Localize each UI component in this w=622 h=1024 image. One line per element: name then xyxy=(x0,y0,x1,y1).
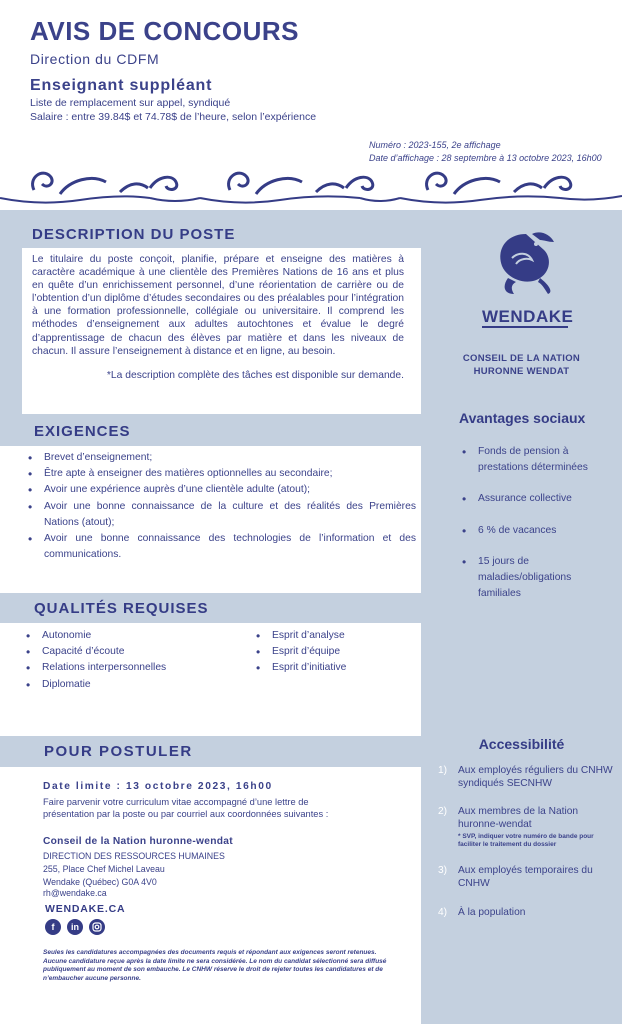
direction-label: Direction du CDFM xyxy=(30,51,160,67)
list-item-text: Aux employés temporaires du CNHW xyxy=(458,865,593,889)
wendake-logo-text: WENDAKE xyxy=(482,307,574,326)
band-number-note: * SVP, indiquer votre numéro de bande pour faciliter le traitement du dossier xyxy=(458,833,594,849)
contact-organization: Conseil de la Nation huronne-wendat xyxy=(43,836,233,847)
list-item: • Diplomatie xyxy=(24,677,244,693)
list-item: • Avoir une bonne connaissance des technologies de l’information et des communications. xyxy=(26,531,416,563)
salary-line: Salaire : entre 39.84$ et 74.78$ de l’heure, selon l’expérience xyxy=(30,111,317,123)
list-item xyxy=(438,907,618,920)
benefits-list xyxy=(460,444,610,617)
posting-number: Numéro : 2023-155, 2e affichage xyxy=(369,140,501,150)
list-number: 1) xyxy=(438,765,448,776)
list-item: • Avoir une bonne connaissance de la culture et des réalités des Premières Nations (atout); xyxy=(26,499,416,531)
list-item xyxy=(438,806,618,849)
contact-department: DIRECTION DES RESSOURCES HUMAINES xyxy=(43,851,225,861)
deadline: Date limite : 13 octobre 2023, 16h00 xyxy=(43,781,273,792)
list-item-text: Aux membres de la Nation huronne-wendat xyxy=(458,806,579,830)
council-name-line-1: CONSEIL DE LA NATION xyxy=(462,353,581,364)
description-text: Le titulaire du poste conçoit, planifie, prépare et enseigne des matières à caractère académique à une clientèle des Premières Nations de 16 ans et plus en quête d’un enrichissement personnel, d’une réorientation de carrière ou de l’obtention d’un diplôme d’études secondaires ou des préalables pour l’intégration à une formation professionnelle, collégiale ou universitaire. Il comprend les méthodes d’enseignement aux adultes autochtones et évalue le degré d’apprentissage de chacun des élèves par matière et dans les niveaux de chacun. Il assure l’enseignement à distance et en ligne, au besoin. xyxy=(32,254,404,357)
list-item xyxy=(438,865,618,890)
list-item-text: Aux employés réguliers du CNHW syndiqués SECNHW xyxy=(458,765,613,789)
council-name-line-2: HURONNE WENDAT xyxy=(473,366,570,377)
list-item: • 15 jours de maladies/obligations familiales xyxy=(460,554,610,603)
contact-address-1: 255, Place Chef Michel Laveau xyxy=(43,864,165,874)
footer-disclaimer: Seules les candidatures accompagnées des documents requis et répondant aux exigences seront retenues. Aucune candidature reçue après la date limite ne sera considérée. Le nom du candidat sélectionné sera diffusé publiquement au moment de son embauche. Le CNHW réserve le droit de rejeter toutes les candidatures et de n’embaucher aucune personne. xyxy=(43,949,387,982)
decorative-scroll-ornament xyxy=(0,160,622,210)
instagram-icon[interactable] xyxy=(89,919,105,935)
facebook-icon[interactable]: f xyxy=(45,919,61,935)
requirements-list xyxy=(26,450,416,563)
list-item: • Avoir une expérience auprès d’une clientèle adulte (atout); xyxy=(26,482,416,498)
job-subtitle: Liste de remplacement sur appel, syndiqué xyxy=(30,97,231,109)
list-number: 3) xyxy=(438,865,448,877)
list-item: • Être apte à enseigner des matières optionnelles au secondaire; xyxy=(26,466,416,482)
posting-dates: Date d’affichage : 28 septembre à 13 octobre 2023, 16h00 xyxy=(369,153,602,163)
list-item: • Esprit d’initiative xyxy=(254,660,414,676)
apply-instructions-2: présentation par la poste ou par courriel aux coordonnées suivantes : xyxy=(43,809,329,819)
contact-address-2: Wendake (Québec) G0A 4V0 xyxy=(43,877,157,887)
list-item: • Relations interpersonnelles xyxy=(24,660,244,676)
list-item: • Esprit d’équipe xyxy=(254,644,414,660)
benefits-title: Avantages sociaux xyxy=(459,410,586,426)
list-item: • Brevet d’enseignement; xyxy=(26,450,416,466)
description-left-strip xyxy=(0,248,22,414)
linkedin-icon[interactable]: in xyxy=(67,919,83,935)
social-links xyxy=(45,919,105,935)
page-title: AVIS DE CONCOURS xyxy=(30,16,299,46)
qualities-list-right xyxy=(254,628,414,677)
requirements-section-title: EXIGENCES xyxy=(34,423,131,440)
list-item: • 6 % de vacances xyxy=(460,523,610,539)
list-item: • Assurance collective xyxy=(460,491,610,507)
list-number: 4) xyxy=(438,906,448,918)
job-title: Enseignant suppléant xyxy=(30,77,213,94)
accessibility-title: Accessibilité xyxy=(478,736,565,752)
description-section-title: DESCRIPTION DU POSTE xyxy=(32,226,236,243)
qualities-section-title: QUALITÉS REQUISES xyxy=(34,600,209,617)
list-item: • Capacité d’écoute xyxy=(24,644,244,660)
list-item-text: À la population xyxy=(458,906,526,918)
description-note: *La description complète des tâches est disponible sur demande. xyxy=(106,370,404,381)
list-item: • Esprit d’analyse xyxy=(254,628,414,644)
logo-underline xyxy=(482,326,568,328)
list-item: • Autonomie xyxy=(24,628,244,644)
apply-section-title: POUR POSTULER xyxy=(44,743,193,760)
accessibility-list xyxy=(438,765,618,935)
beaver-logo-icon xyxy=(488,228,564,296)
website-link[interactable]: WENDAKE.CA xyxy=(45,903,126,915)
list-item: • Fonds de pension à prestations déterminées xyxy=(460,444,610,476)
qualities-list-left xyxy=(24,628,244,693)
contact-email[interactable]: rh@wendake.ca xyxy=(43,888,107,898)
list-number: 2) xyxy=(438,806,448,818)
list-item xyxy=(438,765,618,790)
apply-instructions-1: Faire parvenir votre curriculum vitae accompagné d’une lettre de xyxy=(43,797,309,807)
